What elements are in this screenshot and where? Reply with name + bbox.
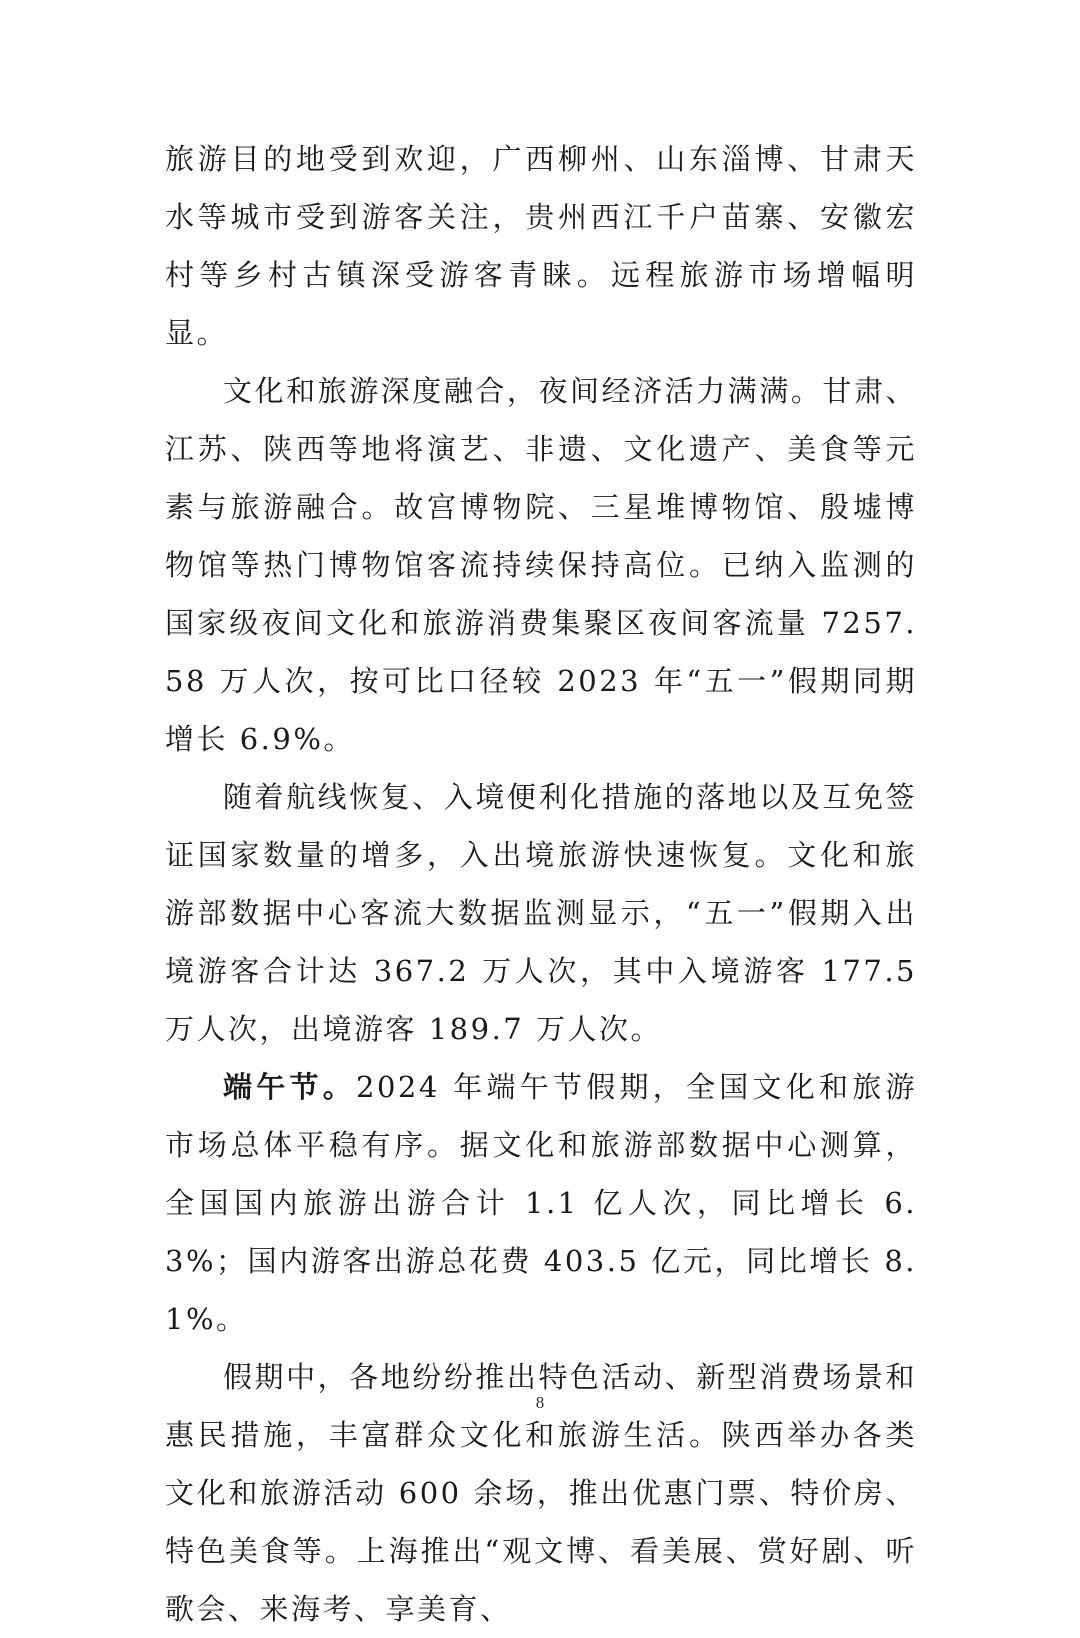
paragraph-4-text: 2024 年端午节假期，全国文化和旅游市场总体平稳有序。据文化和旅游部数据中心测算，全国国内旅游出游合计 1.1 亿人次，同比增长 6.3%；国内游客出游总花费 403.5 亿元，同比增长 8.1%。: [165, 1070, 917, 1336]
paragraph-5: [165, 1348, 917, 1638]
paragraph-2: [165, 362, 917, 768]
page-number: 8: [535, 1393, 545, 1412]
paragraph-4: [165, 1058, 917, 1348]
paragraph-3: [165, 768, 917, 1058]
section-heading-dragon-boat: 端午节。: [223, 1070, 356, 1104]
paragraph-5-text: 假期中，各地纷纷推出特色活动、新型消费场景和惠民措施，丰富群众文化和旅游生活。陕西举办各类文化和旅游活动 600 余场，推出优惠门票、特价房、特色美食等。上海推出“观文博、看美展、赏好剧、听歌会、来海考、享美育、: [165, 1360, 917, 1626]
paragraph-3-text: 随着航线恢复、入境便利化措施的落地以及互免签证国家数量的增多，入出境旅游快速恢复。文化和旅游部数据中心客流大数据监测显示，“五一”假期入出境游客合计达 367.2 万人次，其中入境游客 177.5 万人次，出境游客 189.7 万人次。: [165, 780, 917, 1046]
paragraph-1: [165, 130, 917, 362]
paragraph-2-text: 文化和旅游深度融合，夜间经济活力满满。甘肃、江苏、陕西等地将演艺、非遗、文化遗产、美食等元素与旅游融合。故宫博物院、三星堆博物馆、殷墟博物馆等热门博物馆客流持续保持高位。已纳入监测的国家级夜间文化和旅游消费集聚区夜间客流量 7257.58 万人次，按可比口径较 2023 年“五一”假期同期增长 6.9%。: [165, 374, 917, 756]
paragraph-1-text: 旅游目的地受到欢迎，广西柳州、山东淄博、甘肃天水等城市受到游客关注，贵州西江千户苗寨、安徽宏村等乡村古镇深受游客青睐。远程旅游市场增幅明显。: [165, 142, 917, 350]
